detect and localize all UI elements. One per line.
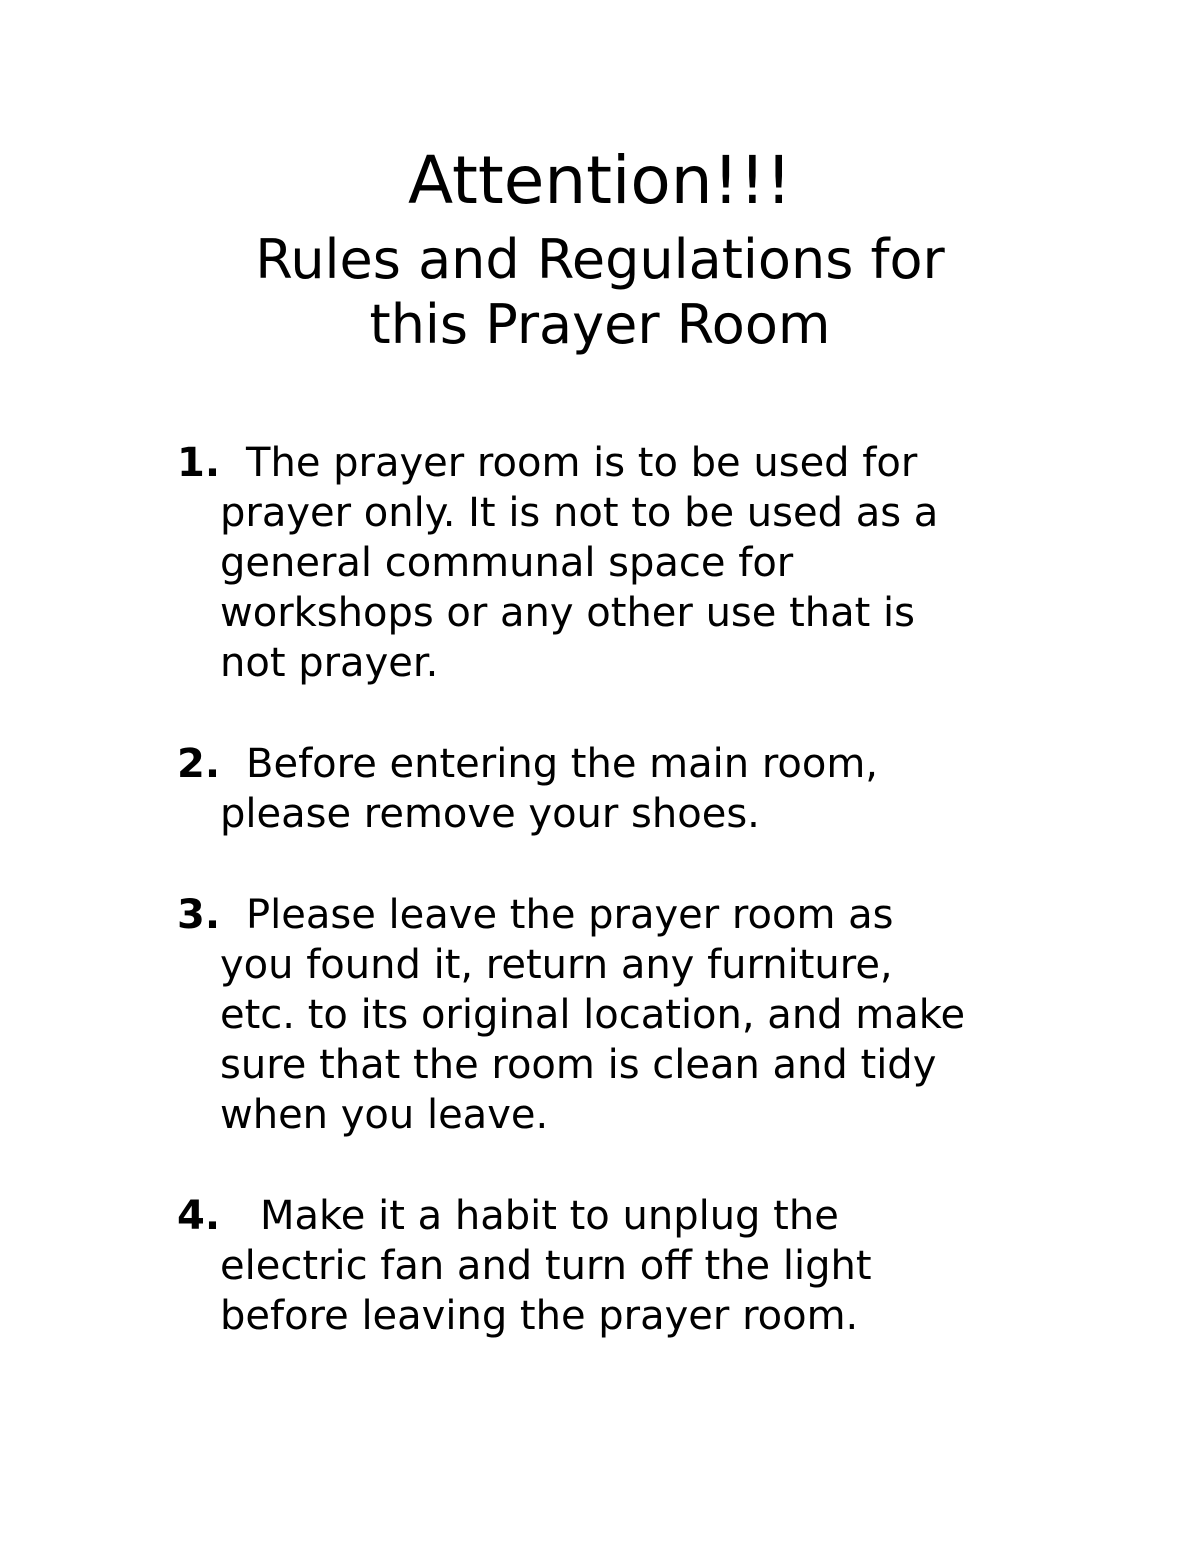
rule-text: Before entering the main room, bbox=[246, 741, 879, 787]
rule-item-3 bbox=[177, 890, 1077, 1140]
rule-line bbox=[177, 890, 1077, 940]
rule-line: sure that the room is clean and tidy bbox=[220, 1042, 937, 1088]
notice-subtitle-line-1: Rules and Regulations for bbox=[255, 228, 945, 291]
rule-line: you found it, return any furniture, bbox=[220, 942, 893, 988]
rules-list bbox=[177, 438, 1077, 1392]
rule-line: general communal space for bbox=[220, 540, 794, 586]
rule-line: workshops or any other use that is bbox=[220, 590, 915, 636]
rule-line: not prayer. bbox=[220, 640, 439, 686]
rule-item-4 bbox=[177, 1191, 1077, 1341]
rule-number: 2. bbox=[177, 741, 221, 787]
rule-text: Make it a habit to unplug the bbox=[260, 1193, 839, 1239]
rule-line: etc. to its original location, and make bbox=[220, 992, 966, 1038]
rule-line: when you leave. bbox=[220, 1092, 549, 1138]
rule-line: before leaving the prayer room. bbox=[220, 1293, 859, 1339]
rule-line bbox=[177, 438, 1077, 488]
rule-number: 1. bbox=[177, 440, 221, 486]
rule-line bbox=[177, 1191, 1077, 1241]
rule-line: please remove your shoes. bbox=[220, 791, 760, 837]
rule-text: Please leave the prayer room as bbox=[246, 892, 894, 938]
rule-line: electric fan and turn off the light bbox=[220, 1243, 872, 1289]
rule-number: 3. bbox=[177, 892, 221, 938]
rule-item-1 bbox=[177, 438, 1077, 688]
notice-subtitle-line-2: this Prayer Room bbox=[369, 293, 831, 356]
rule-line bbox=[177, 739, 1077, 789]
rule-line: prayer only. It is not to be used as a bbox=[220, 490, 939, 536]
notice-title: Attention!!! bbox=[408, 142, 792, 219]
rule-text: The prayer room is to be used for bbox=[246, 440, 918, 486]
rule-item-2 bbox=[177, 739, 1077, 839]
rule-number: 4. bbox=[177, 1193, 221, 1239]
